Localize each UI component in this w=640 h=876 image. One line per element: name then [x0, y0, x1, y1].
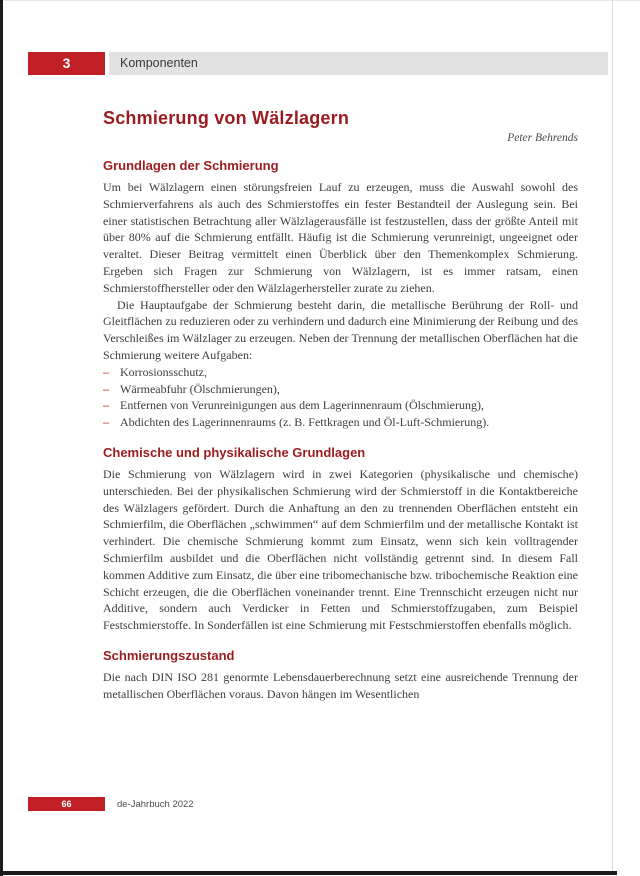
page-number-badge: 66	[28, 797, 105, 811]
list-item	[103, 397, 578, 414]
list-item-text: Korrosionsschutz,	[120, 364, 207, 379]
section-heading-grundlagen-der-schmierung: Grundlagen der Schmierung	[103, 158, 279, 173]
page-footer	[28, 797, 608, 811]
article-title: Schmierung von Wälzlagern	[103, 108, 350, 128]
chapter-title-bar	[109, 52, 608, 75]
paragraph: Die nach DIN ISO 281 genormte Lebensdauerberechnung setzt eine ausreichende Trennung der metallischen Oberflächen voraus. Davon hängen im Wesentlichen	[103, 669, 578, 701]
paragraph: Um bei Wälzlagern einen störungsfreien Lauf zu erzeugen, muss die Auswahl sowohl des Schmierverfahrens als auch des Schmierstoffes ein fester Bestandteil der Auslegung sein. Bei einer statistischen Betrachtung aller Wälzlagerausfälle ist festzustellen, dass der größte Anteil mit über 80% auf die Schmierung entfällt. Häufig ist die Schmierung verunreinigt, ungeeignet oder veraltet. Dieser Beitrag vermittelt einen Überblick über den Themenkomplex Schmierung. Ergeben sich Fragen zur Schmierung von Wälzlagern, ist es immer ratsam, einen Schmierstoffhersteller oder den Wälzlagerhersteller zurate zu ziehen.	[103, 180, 578, 295]
list-item-text: Entfernen von Verunreinigungen aus dem Lagerinnenraum (Ölschmierung),	[120, 398, 484, 413]
chapter-header	[28, 52, 608, 75]
dash-bullet: –	[103, 364, 109, 379]
dash-bullet: –	[103, 381, 109, 396]
page-edge-right	[612, 0, 613, 871]
dash-bullet: –	[103, 415, 109, 430]
list-item-text: Wärmeabfuhr (Ölschmierungen),	[120, 381, 280, 396]
list-item-text: Abdichten des Lagerinnenraums (z. B. Fettkragen und Öl-Luft-Schmierung).	[120, 415, 490, 430]
footer-book-title: de-Jahrbuch 2022	[117, 798, 194, 810]
chapter-number-badge: 3	[28, 52, 105, 75]
article-author: Peter Behrends	[507, 132, 578, 144]
dash-bullet: –	[103, 398, 109, 413]
page-edge-left	[0, 0, 3, 876]
article-body	[103, 75, 578, 703]
paragraph: Die Hauptaufgabe der Schmierung besteht darin, die metallische Berührung der Roll- und Gleitflächen zu reduzieren oder zu verhindern und dadurch eine Minimierung der Reibung und des Verschleißes im Wälzlager zu erzeugen. Neben der Trennung der metallischen Oberflächen hat die Schmierung weitere Aufgaben:	[103, 297, 578, 362]
lubrication-tasks-list	[103, 364, 578, 431]
list-item	[103, 381, 578, 398]
paragraph: Die Schmierung von Wälzlagern wird in zwei Kategorien (physikalische und chemische) unterschieden. Bei der physikalischen Schmierung wird der Schmierstoff in die Kontaktbereiche des Wälzlagers gefördert. Durch die Anhaftung an den zu trennenden Oberflächen entsteht ein Schmierfilm, die Oberflächen „schwimmen“ auf dem Schmierfilm und der metallische Kontakt ist verhindert. Die chemische Schmierung kommt zum Einsatz, wenn sich kein volltragender Schmierfilm ausbildet und die Oberflächen nicht vollständig getrennt sind. In diesem Fall kommen Additive zum Einsatz, die über eine tribomechanische bzw. tribochemische Reaktion eine Schicht erzeugen, die die Oberflächen voneinander trennt. Eine Trennschicht erzeugen nicht nur Additive, sondern auch Verdicker in Fetten und Schmierstoffzugaben, zum Beispiel Festschmierstoffe. In Sonderfällen ist eine Schmierung mit Festschmierstoffen ebenfalls möglich.	[103, 466, 578, 633]
list-item	[103, 364, 578, 381]
section-heading-chemische-und-physikalische-grundlagen: Chemische und physikalische Grundlagen	[103, 444, 366, 460]
page-edge-bottom	[0, 871, 617, 875]
page-edge-top	[0, 0, 640, 1]
chapter-title: Komponenten	[120, 56, 198, 70]
list-item	[103, 414, 578, 431]
section-heading-schmierungszustand: Schmierungszustand	[103, 647, 235, 663]
